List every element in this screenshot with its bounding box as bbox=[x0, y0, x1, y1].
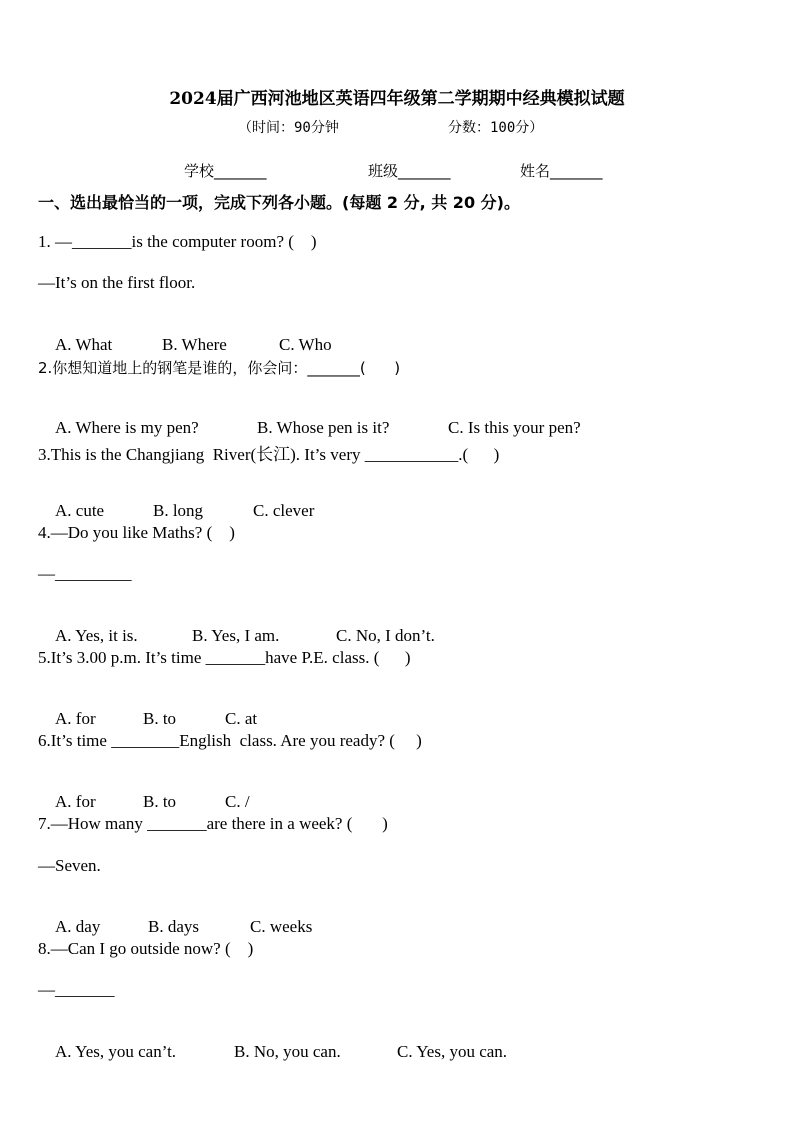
time-limit: （时间：90分钟 bbox=[238, 120, 339, 136]
option-a: A. day bbox=[55, 917, 101, 936]
total-score: 分数：100分） bbox=[448, 120, 544, 136]
question-3-stem: 3.This is the Changjiang River(长江). It’s very ___________.( ) bbox=[38, 445, 500, 464]
option-a: A. Yes, it is. bbox=[55, 626, 138, 645]
exam-title: 2024届广西河池地区英语四年级第二学期期中经典模拟试题 bbox=[169, 89, 625, 109]
option-b: B. to bbox=[143, 709, 177, 728]
option-b: B. Yes, I am. bbox=[192, 626, 280, 645]
option-a: A. cute bbox=[55, 501, 105, 520]
option-b: B. Where bbox=[162, 335, 227, 354]
option-c: C. weeks bbox=[250, 917, 313, 936]
option-c: C. Who bbox=[279, 335, 332, 354]
question-7-stem: 7.—How many _______are there in a week? ( ) bbox=[38, 814, 388, 833]
question-4-reply: —_________ bbox=[38, 564, 132, 583]
option-c: C. at bbox=[225, 709, 258, 728]
question-1-reply: —It’s on the first floor. bbox=[38, 273, 196, 292]
section-heading: 一、选出最恰当的一项，完成下列各小题。(每题 2 分, 共 20 分)。 bbox=[38, 193, 520, 212]
option-a: A. for bbox=[55, 709, 96, 728]
question-8-reply: —_______ bbox=[38, 980, 115, 999]
question-4-stem: 4.—Do you like Maths? ( ) bbox=[38, 523, 235, 542]
question-5-stem: 5.It’s 3.00 p.m. It’s time _______have P.E. class. ( ) bbox=[38, 648, 411, 667]
option-a: A. Yes, you can’t. bbox=[55, 1042, 177, 1061]
option-b: B. days bbox=[148, 917, 199, 936]
question-8-stem: 8.—Can I go outside now? ( ) bbox=[38, 939, 254, 958]
question-2-stem: 2.你想知道地上的钢笔是谁的，你会问：_______( ) bbox=[38, 359, 401, 377]
option-b: B. to bbox=[143, 792, 177, 811]
option-a: A. for bbox=[55, 792, 96, 811]
class-field: 班级_______ bbox=[368, 162, 451, 180]
school-field: 学校_______ bbox=[184, 162, 267, 180]
option-c: C. clever bbox=[253, 501, 315, 520]
question-6-stem: 6.It’s time ________English class. Are you ready? ( ) bbox=[38, 731, 422, 750]
option-c: C. Yes, you can. bbox=[397, 1042, 508, 1061]
question-8-options bbox=[38, 1022, 507, 1082]
question-1-stem: 1. —_______is the computer room? ( ) bbox=[38, 232, 317, 251]
option-b: B. Whose pen is it? bbox=[257, 418, 390, 437]
option-a: A. What bbox=[55, 335, 113, 354]
option-b: B. long bbox=[153, 501, 204, 520]
name-field: 姓名_______ bbox=[520, 162, 603, 180]
option-c: C. / bbox=[225, 792, 250, 811]
option-b: B. No, you can. bbox=[234, 1042, 341, 1061]
option-c: C. No, I don’t. bbox=[336, 626, 435, 645]
question-7-reply: —Seven. bbox=[38, 856, 101, 875]
option-a: A. Where is my pen? bbox=[55, 418, 199, 437]
option-c: C. Is this your pen? bbox=[448, 418, 581, 437]
